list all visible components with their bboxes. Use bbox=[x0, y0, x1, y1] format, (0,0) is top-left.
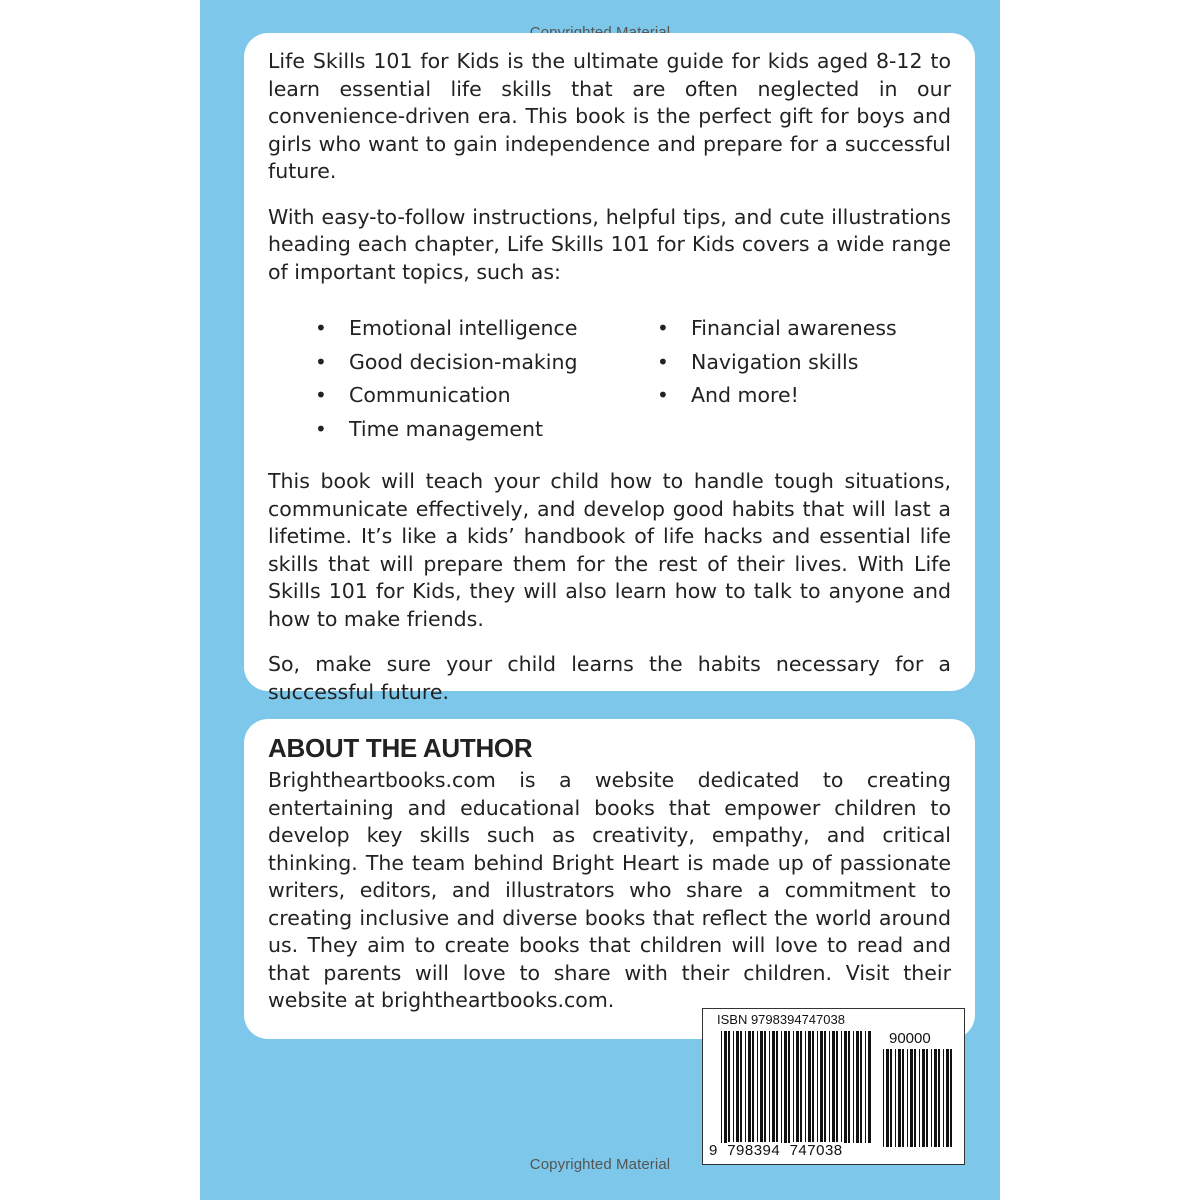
bullet-icon: • bbox=[657, 383, 669, 407]
bullet-item: • Communication bbox=[315, 379, 657, 413]
bullet-icon: • bbox=[657, 349, 669, 374]
bullet-item: • Emotional intelligence bbox=[315, 312, 657, 346]
bullet-icon: • bbox=[315, 349, 327, 374]
bullet-item: • And more! bbox=[657, 379, 957, 413]
isbn-barcode bbox=[702, 1008, 965, 1165]
barcode-bars-icon bbox=[721, 1031, 873, 1143]
about-author-heading: ABOUT THE AUTHOR bbox=[268, 733, 533, 763]
price-barcode-bars-icon bbox=[883, 1049, 953, 1147]
bullet-icon: • bbox=[315, 416, 327, 441]
intro-paragraph: Life Skills 101 for Kids is the ultimate guide for kids aged 8-12 to learn essential life skills that are often neglected in our convenience-driven era. This book is the perfect gift for boys and girls who want to gain independence and prepare for a successful future. bbox=[268, 49, 951, 183]
author-bio: Brightheartbooks.com is a website dedicated to creating entertaining and educational books that empower children to develop key skills such as creativity, empathy, and critical thinking. The team behind Bright Heart is made up of passionate writers, editors, and illustrators who share a commitment to creating inclusive and diverse books that reflect the world around us. They aim to create books that children will love to read and that parents will love to share with their children. Visit their website at brightheartbooks.com. bbox=[268, 768, 951, 1012]
price-code: 90000 bbox=[889, 1030, 931, 1047]
description-panel bbox=[244, 33, 975, 704]
bullet-icon: • bbox=[657, 316, 669, 340]
book-back-cover bbox=[200, 0, 1000, 1200]
bullet-item: • Good decision-making bbox=[315, 346, 657, 380]
bullet-item: • Financial awareness bbox=[657, 312, 957, 346]
bullet-icon: • bbox=[315, 383, 327, 407]
bullet-item: • Navigation skills bbox=[657, 346, 957, 380]
closing-paragraph: So, make sure your child learns the habits necessary for a successful future. bbox=[268, 652, 951, 704]
body-paragraph: This book will teach your child how to handle tough situations, communicate effectively, and develop good habits that will last a lifetime. It’s like a kids’ handbook of life hacks and essential life skills that will prepare them for the rest of their lives. With Life Skills 101 for Kids, they will also learn how to talk to anyone and how to make friends. bbox=[268, 469, 951, 631]
about-author-panel bbox=[244, 719, 975, 1039]
bullet-icon: • bbox=[315, 316, 327, 340]
topics-intro-paragraph: With easy-to-follow instructions, helpful tips, and cute illustrations heading each chapter, Life Skills 101 for Kids covers a wide range of important topics, such as: bbox=[268, 204, 951, 284]
isbn-label: ISBN 9798394747038 bbox=[717, 1012, 845, 1027]
barcode-digits: 9 798394 747038 bbox=[709, 1142, 843, 1159]
bullet-item: • Time management bbox=[315, 413, 657, 447]
topic-bullet-list bbox=[315, 312, 951, 446]
watermark-bottom: Copyrighted Material bbox=[529, 1156, 671, 1173]
